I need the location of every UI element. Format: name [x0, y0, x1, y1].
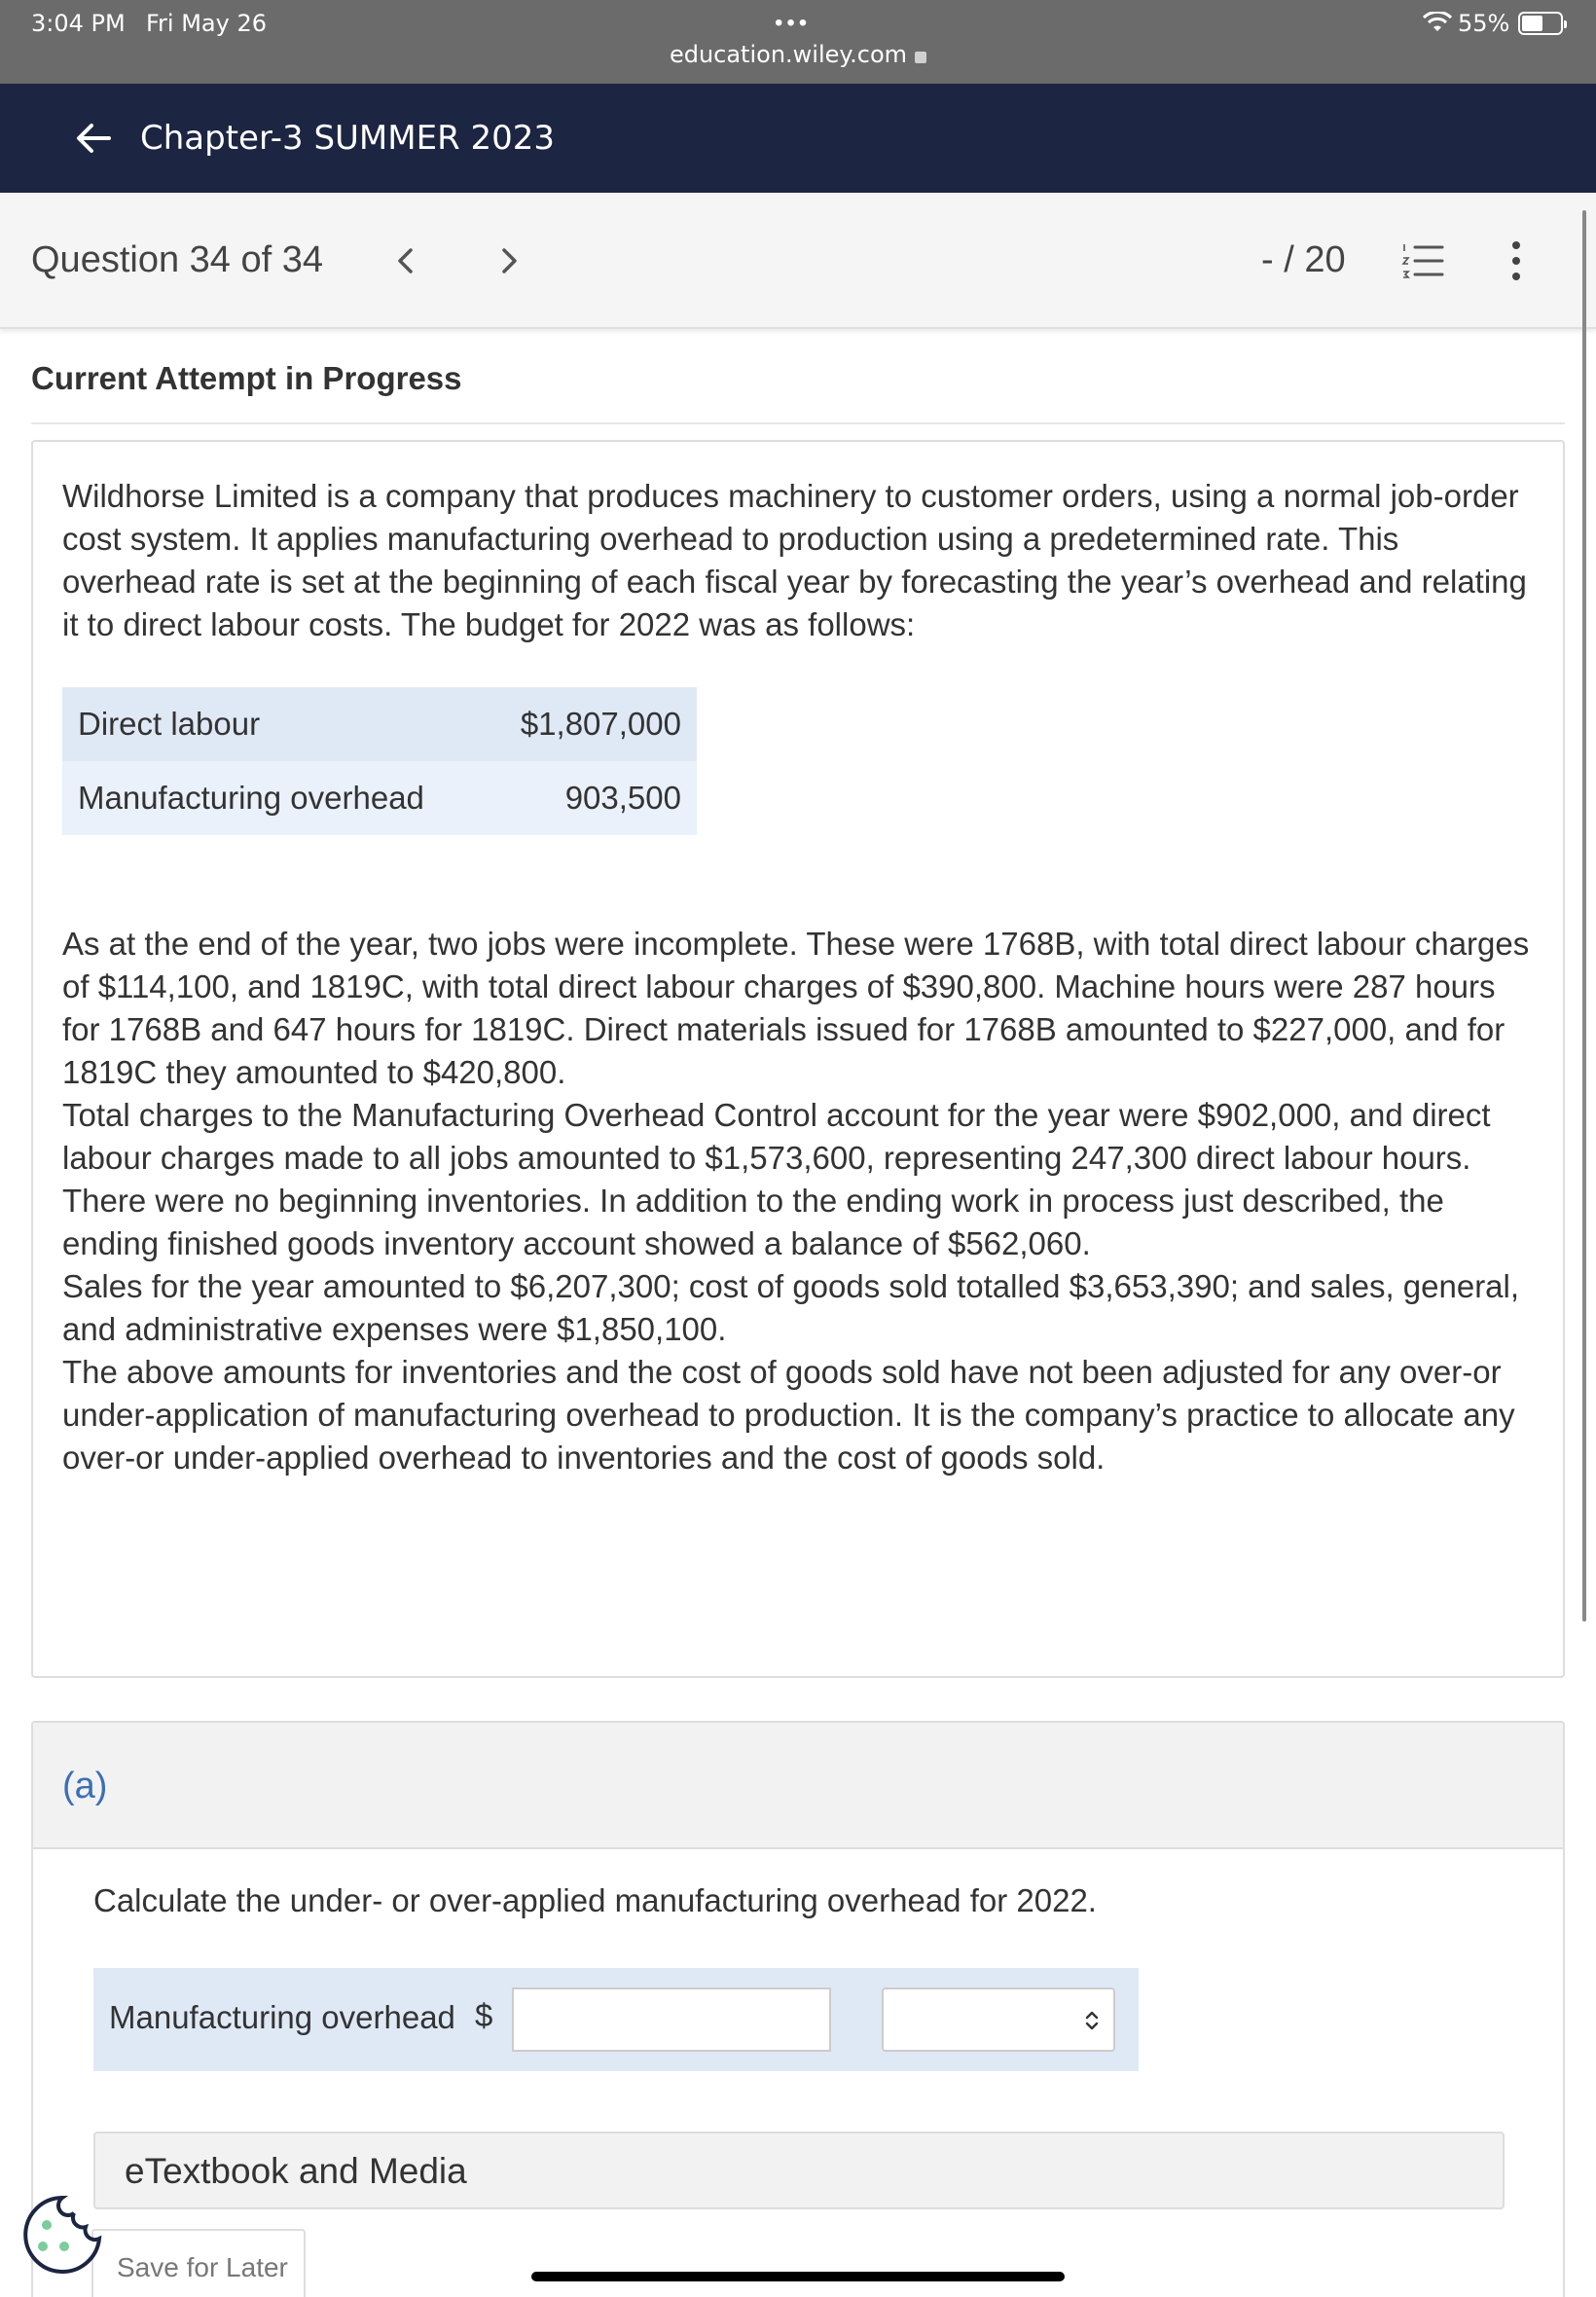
- part-label: (a): [62, 1766, 108, 1806]
- budget-amount: $1,807,000: [483, 687, 697, 761]
- cookie-icon[interactable]: [21, 2194, 103, 2276]
- home-indicator: [531, 2272, 1065, 2281]
- part-a-question: Calculate the under- or over-applied manufacturing overhead for 2022.: [93, 1882, 1097, 1918]
- table-row: [62, 761, 697, 835]
- problem-inventory-paragraph: There were no beginning inventories. In addition to the ending work in process just described, the ending finished goods inventory account showed a balance of $562,060.: [62, 1183, 1444, 1261]
- budget-amount: 903,500: [483, 761, 697, 835]
- battery-fill: [1522, 16, 1542, 31]
- answer-label: Manufacturing overhead: [109, 1999, 455, 2035]
- table-row: [62, 687, 697, 761]
- score-display: - / 20: [1261, 239, 1346, 280]
- chevron-left-icon[interactable]: [389, 243, 424, 278]
- problem-jobs-paragraph: As at the end of the year, two jobs were incomplete. These were 1768B, with total direct labour charges of $114,100, and 1819C, with total direct labour charges of $390,800. Machine hours were 287 hours for 1768B and 647 hours for 1819C. Direct materials issued for 1768B amounted to $227,000, and for 1819C they amounted to $420,800.: [62, 926, 1530, 1090]
- budget-item: Direct labour: [62, 687, 483, 761]
- battery-icon: [1518, 12, 1563, 35]
- over-under-select[interactable]: [882, 1987, 1115, 2052]
- question-list-icon[interactable]: [1401, 241, 1444, 280]
- etextbook-media-button[interactable]: [93, 2132, 1505, 2209]
- problem-card: [31, 440, 1565, 1678]
- problem-adjust-paragraph: The above amounts for inventories and the cost of goods sold have not been adjusted for any over-or under-application of manufacturing overhead to production. It is the company’s practice to allocate any over-or under-applied overhead to inventories and the cost of goods sold.: [62, 1354, 1515, 1476]
- arrow-left-icon[interactable]: [74, 121, 113, 156]
- etextbook-label: eTextbook and Media: [125, 2151, 467, 2191]
- save-for-later-button[interactable]: [91, 2229, 306, 2297]
- status-date: Fri May 26: [146, 10, 268, 37]
- status-time: 3:04 PM: [31, 10, 126, 37]
- more-vertical-icon[interactable]: [1506, 239, 1526, 282]
- app-header: [0, 84, 1596, 193]
- attempt-status: Current Attempt in Progress: [31, 360, 462, 396]
- budget-item: Manufacturing overhead: [62, 761, 483, 835]
- currency-symbol: $: [475, 1997, 493, 2033]
- problem-intro: Wildhorse Limited is a company that produces machinery to customer orders, using a normal job-order cost system. It applies manufacturing overhead to production using a predetermined rate. This overhead rate is set at the beginning of each fiscal year by forecasting the year’s overhead and relating it to direct labour costs. The budget for 2022 was as follows:: [62, 478, 1527, 642]
- save-label: Save for Later: [117, 2252, 288, 2282]
- chevron-updown-icon: [1080, 2007, 1104, 2034]
- problem-charges-paragraph: Total charges to the Manufacturing Overhead Control account for the year were $902,000, and direct labour charges made to all jobs amounted to $1,573,600, representing 247,300 direct labour hours.: [62, 1097, 1491, 1176]
- address-bar[interactable]: [0, 41, 1596, 68]
- overhead-amount-input[interactable]: [512, 1987, 831, 2052]
- problem-sales-paragraph: Sales for the year amounted to $6,207,300; cost of goods sold totalled $3,653,390; and sales, general, and administrative expenses were $1,850,100.: [62, 1268, 1520, 1347]
- url-text: education.wiley.com: [669, 41, 908, 68]
- budget-table: [62, 687, 697, 835]
- assignment-title: Chapter-3 SUMMER 2023: [140, 119, 556, 158]
- wifi-icon: [1423, 12, 1452, 33]
- question-counter: Question 34 of 34: [31, 239, 323, 280]
- part-a-header: [33, 1723, 1563, 1849]
- question-nav: [0, 193, 1596, 329]
- tab-handle-icon[interactable]: •••: [775, 10, 812, 36]
- part-a-panel: [31, 1721, 1565, 2297]
- status-bar: [0, 0, 1596, 84]
- battery-percent: 55%: [1458, 10, 1510, 37]
- chevron-right-icon[interactable]: [490, 243, 526, 278]
- scrollbar[interactable]: [1582, 210, 1586, 1622]
- answer-row: [93, 1968, 1139, 2071]
- divider: [31, 422, 1565, 424]
- lock-icon: [915, 52, 926, 63]
